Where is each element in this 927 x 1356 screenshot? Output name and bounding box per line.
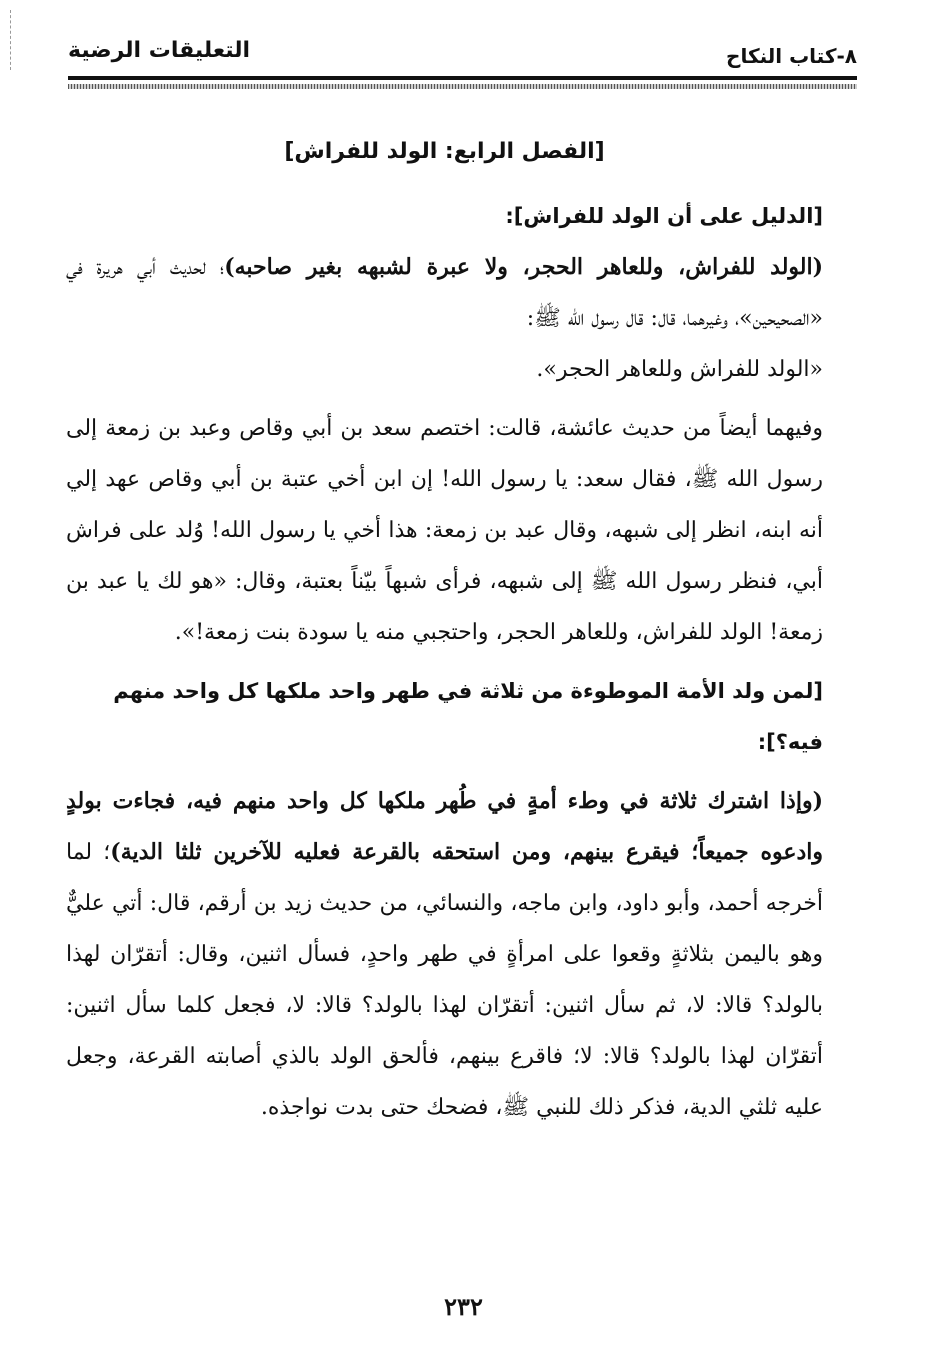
header-rule-pattern	[68, 84, 857, 89]
book-title: التعليقات الرضية	[68, 38, 251, 63]
header-rule	[68, 76, 857, 80]
hadith-quote: «الولد للفراش وللعاهر الحجر».	[536, 357, 823, 382]
paragraph-1-matn: (الولد للفراش، وللعاهر الحجر، ولا عبرة لشبهه بغير صاحبه)	[224, 254, 823, 280]
paragraph-3	[66, 776, 823, 1133]
section-title: [الفصل الرابع: الولد للفراش]	[284, 139, 605, 164]
chapter-title: ٨-كتاب النكاح	[726, 44, 857, 68]
subsection-heading-2: [لمن ولد الأمة الموطوءة من ثلاثة في طهر واحد ملكها كل واحد منهم فيه؟]:	[113, 679, 823, 754]
paragraph-3-commentary: ؛ لما أخرجه أحمد، وأبو داود، وابن ماجه، والنسائي، من حديث زيد بن أرقم، قال: أتي عليٌّ وهو باليمن بثلاثةٍ وقعوا على امرأةٍ في طهر واحدٍ، فسأل اثنين، وقال: أتقرّان لهذا بالولد؟ قالا: لا، ثم سأل اثنين: أتقرّان لهذا بالولد؟ قالا: لا، فجعل كلما سأل اثنين: أتقرّان لهذا بالولد؟ قالا: لا؛ فاقرع بينهم، فألحق الولد بالذي أصابته القرعة، وجعل عليه ثلثي الدية، فذكر ذلك للنبي ﷺ، فضحك حتى بدت نواجذه.	[66, 840, 823, 1120]
subsection-heading-1: [الدليل على أن الولد للفراش]:	[505, 204, 823, 228]
page-content	[66, 126, 823, 1133]
scan-margin-marks	[10, 10, 17, 70]
page-number: ٢٣٢	[444, 1292, 483, 1321]
paragraph-2: وفيهما أيضاً من حديث عائشة، قالت: اختصم سعد بن أبي وقاص وعبد بن زمعة إلى رسول الله ﷺ، فقال سعد: يا رسول الله! إن ابن أخي عتبة بن أبي وقاص عهد إلي أنه ابنه، انظر إلى شبهه، وقال عبد بن زمعة: هذا أخي يا رسول الله! وُلد على فراش أبي، فنظر رسول الله ﷺ إلى شبهه، فرأى شبهاً بيّناً بعتبة، وقال: «هو لك يا عبد بن زمعة! الولد للفراش، وللعاهر الحجر، واحتجبي منه يا سودة بنت زمعة!».	[66, 416, 823, 645]
paragraph-1	[66, 242, 823, 344]
paragraph-1-commentary: ؛ لحديث أبي هريرة في «الصحيحين»، وغيرهما، قال: قال رسول الله ﷺ:	[66, 255, 823, 331]
paragraph-3-matn: (وإذا اشترك ثلاثة في وطء أمةٍ في طُهر ملكها كل واحد منهم فيه، فجاءت بولدٍ وادعوه جميعاً؛ فيقرع بينهم، ومن استحقه بالقرعة فعليه للآخرين ثلثا الدية)	[66, 788, 823, 865]
